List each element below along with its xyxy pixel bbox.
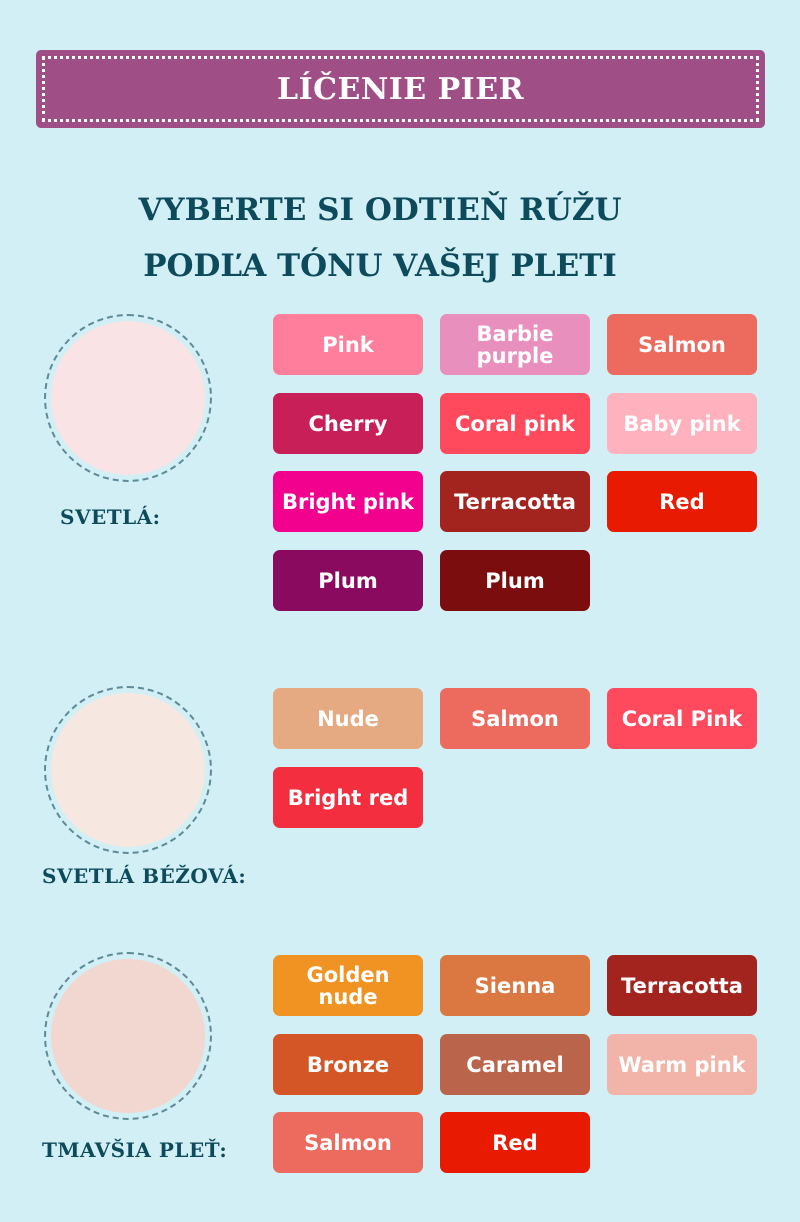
page-subtitle <box>100 182 660 294</box>
skin-tone-label: TMAVŠIA PLEŤ: <box>42 1138 228 1162</box>
lipstick-shade-chip <box>607 955 757 1016</box>
lipstick-shade-chip <box>607 1034 757 1095</box>
lipstick-shade-label: Barbie purple <box>476 321 554 368</box>
lipstick-shade-label: Plum <box>485 568 545 593</box>
lipstick-shade-chip <box>273 393 423 454</box>
skin-tone-fill <box>51 959 205 1113</box>
lipstick-shade-label: Sienna <box>474 973 556 998</box>
lipstick-shade-chip <box>607 393 757 454</box>
lipstick-shade-chip <box>273 471 423 532</box>
page-header <box>36 50 765 128</box>
skin-tone-swatch <box>44 952 212 1120</box>
skin-tone-fill <box>51 321 205 475</box>
lipstick-shade-label: Red <box>492 1130 538 1155</box>
lipstick-shade-chip <box>440 393 590 454</box>
subtitle-line-2: PODĽA TÓNU VAŠEJ PLETI <box>143 248 617 284</box>
lipstick-shade-chip <box>273 688 423 749</box>
skin-tone-swatch <box>44 686 212 854</box>
lipstick-shade-chip <box>440 471 590 532</box>
lipstick-shade-label: Terracotta <box>621 973 743 998</box>
lipstick-shade-chip <box>273 955 423 1016</box>
skin-tone-fill <box>51 693 205 847</box>
lipstick-shade-label: Bronze <box>306 1052 390 1077</box>
lipstick-shade-chip <box>273 1112 423 1173</box>
lipstick-shade-label: Plum <box>318 568 378 593</box>
skin-tone-swatch <box>44 314 212 482</box>
header-border <box>42 56 759 122</box>
lipstick-shade-label: Coral Pink <box>621 706 743 731</box>
lipstick-shade-chip <box>273 550 423 611</box>
lipstick-shade-chip <box>607 688 757 749</box>
lipstick-shade-label: Bright red <box>287 785 409 810</box>
lipstick-shade-label: Terracotta <box>454 489 576 514</box>
lipstick-shade-chip <box>440 955 590 1016</box>
lipstick-shade-label: Bright pink <box>281 489 415 514</box>
lipstick-shade-label: Caramel <box>466 1052 564 1077</box>
lipstick-shade-chip <box>607 314 757 375</box>
lipstick-shade-label: Cherry <box>308 411 388 436</box>
lipstick-shade-chip <box>440 314 590 375</box>
lipstick-shade-label: Salmon <box>638 332 726 357</box>
subtitle-line-1: VYBERTE SI ODTIEŇ RÚŽU <box>138 192 622 228</box>
lipstick-shade-chip <box>273 767 423 828</box>
lipstick-shade-chip <box>440 688 590 749</box>
lipstick-shade-chip <box>440 1034 590 1095</box>
lipstick-shade-label: Salmon <box>471 706 559 731</box>
lipstick-shade-chip <box>440 550 590 611</box>
lipstick-shade-label: Pink <box>322 332 374 357</box>
page-title: LÍČENIE PIER <box>276 71 525 107</box>
lipstick-shade-label: Salmon <box>304 1130 392 1155</box>
lipstick-shade-chip <box>607 471 757 532</box>
lipstick-shade-label: Golden nude <box>306 962 390 1009</box>
lipstick-shade-chip <box>273 314 423 375</box>
lipstick-shade-label: Red <box>659 489 705 514</box>
skin-tone-label: SVETLÁ: <box>60 505 161 529</box>
lipstick-shade-label: Baby pink <box>623 411 741 436</box>
skin-tone-label: SVETLÁ BÉŽOVÁ: <box>42 864 247 888</box>
lipstick-shade-chip <box>273 1034 423 1095</box>
lipstick-shade-label: Warm pink <box>618 1052 746 1077</box>
lipstick-shade-label: Nude <box>317 706 379 731</box>
lipstick-shade-label: Coral pink <box>454 411 576 436</box>
lipstick-shade-chip <box>440 1112 590 1173</box>
